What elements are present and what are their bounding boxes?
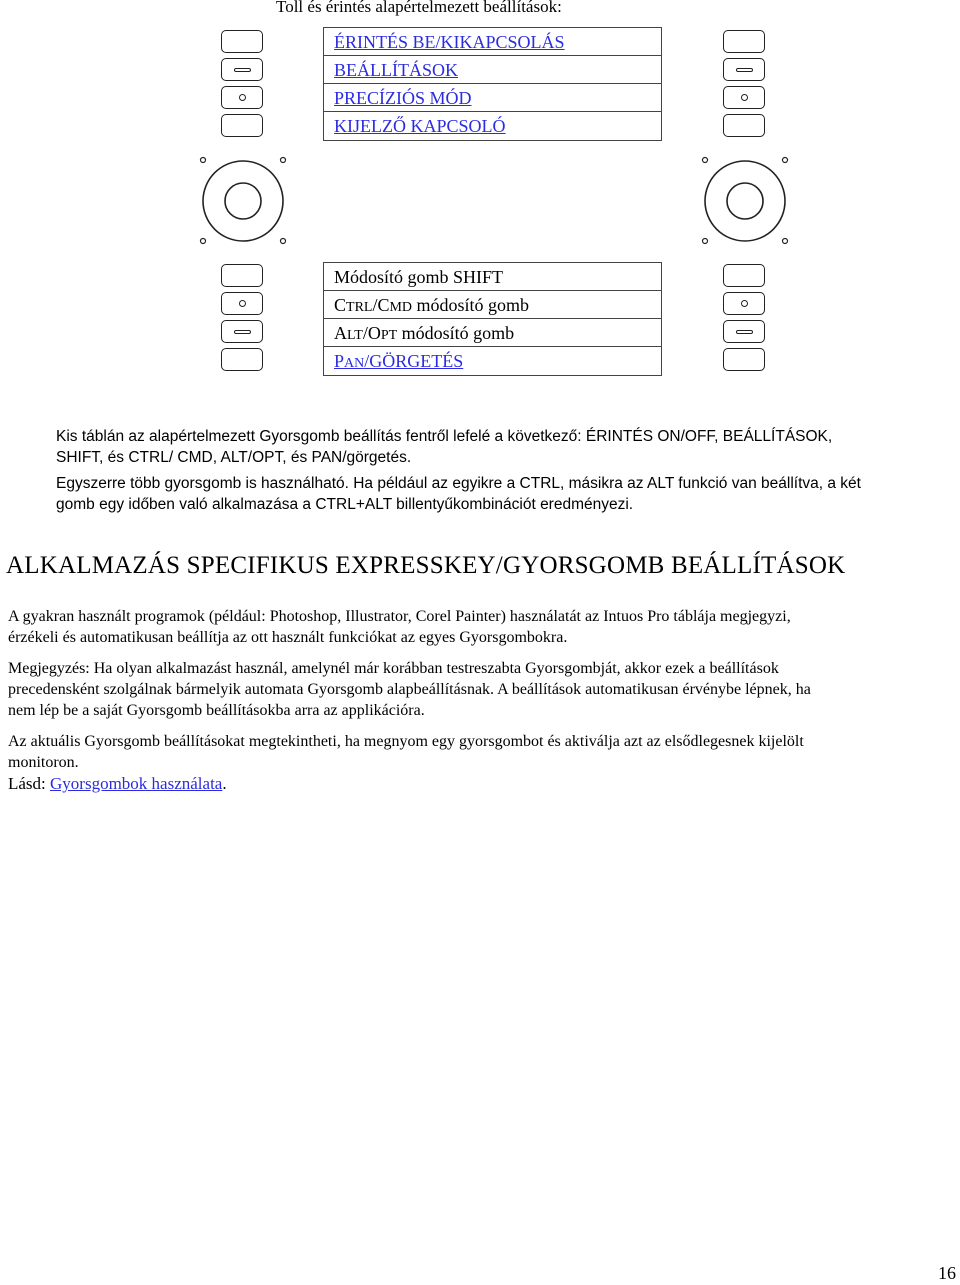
page-number: 16 — [938, 1263, 956, 1283]
note-line: Kis táblán az alapértelmezett Gyorsgomb beállítás fentről lefelé a következő: ÉRINTÉS ON/OFF, BEÁLLÍTÁSOK, — [56, 428, 833, 445]
label-part: PT — [380, 328, 398, 343]
expresskey[interactable] — [723, 292, 765, 315]
expresskey[interactable] — [723, 58, 765, 81]
menu-item-precision-mode[interactable]: PRECÍZIÓS MÓD — [324, 84, 661, 112]
expresskey[interactable] — [723, 320, 765, 343]
label-part: LT — [347, 328, 363, 343]
label-part: /O — [362, 323, 381, 343]
left-touch-ring-icon[interactable] — [195, 155, 291, 247]
see-also-prefix: Lásd: — [8, 774, 51, 793]
label-part: módosító gomb — [397, 323, 515, 343]
top-function-menu — [323, 27, 662, 141]
expresskey[interactable] — [221, 86, 263, 109]
note-line: Egyszerre több gyorsgomb is használható. Ha például az egyikre a CTRL, másikra az ALT funkció van beállítva, a két — [56, 475, 861, 492]
menu-item-settings[interactable]: BEÁLLÍTÁSOK — [324, 56, 661, 84]
paragraph-line: monitoron. — [8, 754, 79, 771]
dot-marker-icon — [239, 300, 246, 307]
expresskey[interactable] — [723, 86, 765, 109]
dash-marker-icon — [736, 330, 753, 334]
expresskey[interactable] — [221, 58, 263, 81]
label-part: módosító gomb — [412, 295, 530, 315]
label-part: MD — [389, 300, 413, 315]
expresskey[interactable] — [221, 292, 263, 315]
right-upper-expresskeys — [723, 30, 767, 140]
see-also-line — [8, 773, 953, 794]
expresskey[interactable] — [221, 320, 263, 343]
menu-item-display-toggle[interactable]: KIJELZŐ KAPCSOLÓ — [334, 116, 506, 136]
note-line: gomb egy időben való alkalmazása a CTRL+ALT billentyűkombinációt eredményezi. — [56, 496, 634, 513]
expresskey[interactable] — [221, 30, 263, 53]
paragraph-line: érzékeli és automatikusan beállítja az ott használt funkciókat az egyes Gyorsgombokra. — [8, 629, 568, 646]
menu-item-shift[interactable]: Módosító gomb SHIFT — [324, 263, 661, 291]
dash-marker-icon — [234, 330, 251, 334]
label-part: TRL — [346, 300, 373, 315]
dot-marker-icon — [741, 300, 748, 307]
section-heading: ALKALMAZÁS SPECIFIKUS EXPRESSKEY/GYORSGOMB BEÁLLÍTÁSOK — [6, 552, 846, 579]
menu-item-pan-scroll[interactable] — [324, 347, 661, 375]
label-part: A — [334, 323, 347, 343]
dot-marker-icon — [239, 94, 246, 101]
expresskey[interactable] — [723, 30, 765, 53]
expresskey[interactable] — [723, 114, 765, 137]
paragraph-line: Az aktuális Gyorsgomb beállításokat megtekintheti, ha megnyom egy gyorsgombot és aktiválja azt az elsődlegesnek kijelölt — [8, 733, 804, 750]
expresskeys-usage-link[interactable]: Gyorsgombok használata — [50, 774, 223, 793]
menu-item-ctrl-cmd[interactable] — [324, 291, 661, 319]
label-part: C — [334, 295, 347, 315]
dash-marker-icon — [234, 68, 251, 72]
right-lower-expresskeys — [723, 264, 767, 374]
section-body — [8, 606, 953, 794]
expresskey[interactable] — [221, 114, 263, 137]
notes-block — [56, 426, 956, 515]
expresskey[interactable] — [221, 348, 263, 371]
expresskey[interactable] — [723, 264, 765, 287]
label-part: AN — [344, 356, 365, 371]
expresskey[interactable] — [221, 264, 263, 287]
label-part: /C — [372, 295, 390, 315]
label-part: P — [334, 351, 345, 371]
left-lower-expresskeys — [221, 264, 265, 374]
diagram-caption: Toll és érintés alapértelmezett beállítások: — [276, 0, 562, 16]
expresskey[interactable] — [723, 348, 765, 371]
dot-marker-icon — [741, 94, 748, 101]
menu-item-alt-opt[interactable] — [324, 319, 661, 347]
see-also-suffix: . — [222, 774, 227, 793]
left-upper-expresskeys — [221, 30, 265, 140]
paragraph-line: Megjegyzés: Ha olyan alkalmazást használ, amelynél már korábban testreszabta Gyorsgombját, akkor ezek a beállítások — [8, 660, 779, 677]
bottom-function-menu — [323, 262, 662, 376]
paragraph-line: nem lép be a saját Gyorsgomb beállításokba arra az applikációra. — [8, 702, 425, 719]
dash-marker-icon — [736, 68, 753, 72]
note-line: SHIFT, és CTRL/ CMD, ALT/OPT, és PAN/görgetés. — [56, 449, 412, 466]
paragraph-line: precedensként szolgálnak bármelyik automata Gyorsgomb alapbeállításnak. A beállítások automatikusan érvénybe lépnek, ha — [8, 681, 811, 698]
paragraph-line: A gyakran használt programok (például: Photoshop, Illustrator, Corel Painter) használatát az Intuos Pro táblája megjegyzi, — [8, 608, 791, 625]
right-touch-ring-icon[interactable] — [697, 155, 793, 247]
label-part: /GÖRGETÉS — [364, 351, 464, 371]
menu-item-touch-toggle[interactable]: ÉRINTÉS BE/KIKAPCSOLÁS — [324, 28, 661, 56]
